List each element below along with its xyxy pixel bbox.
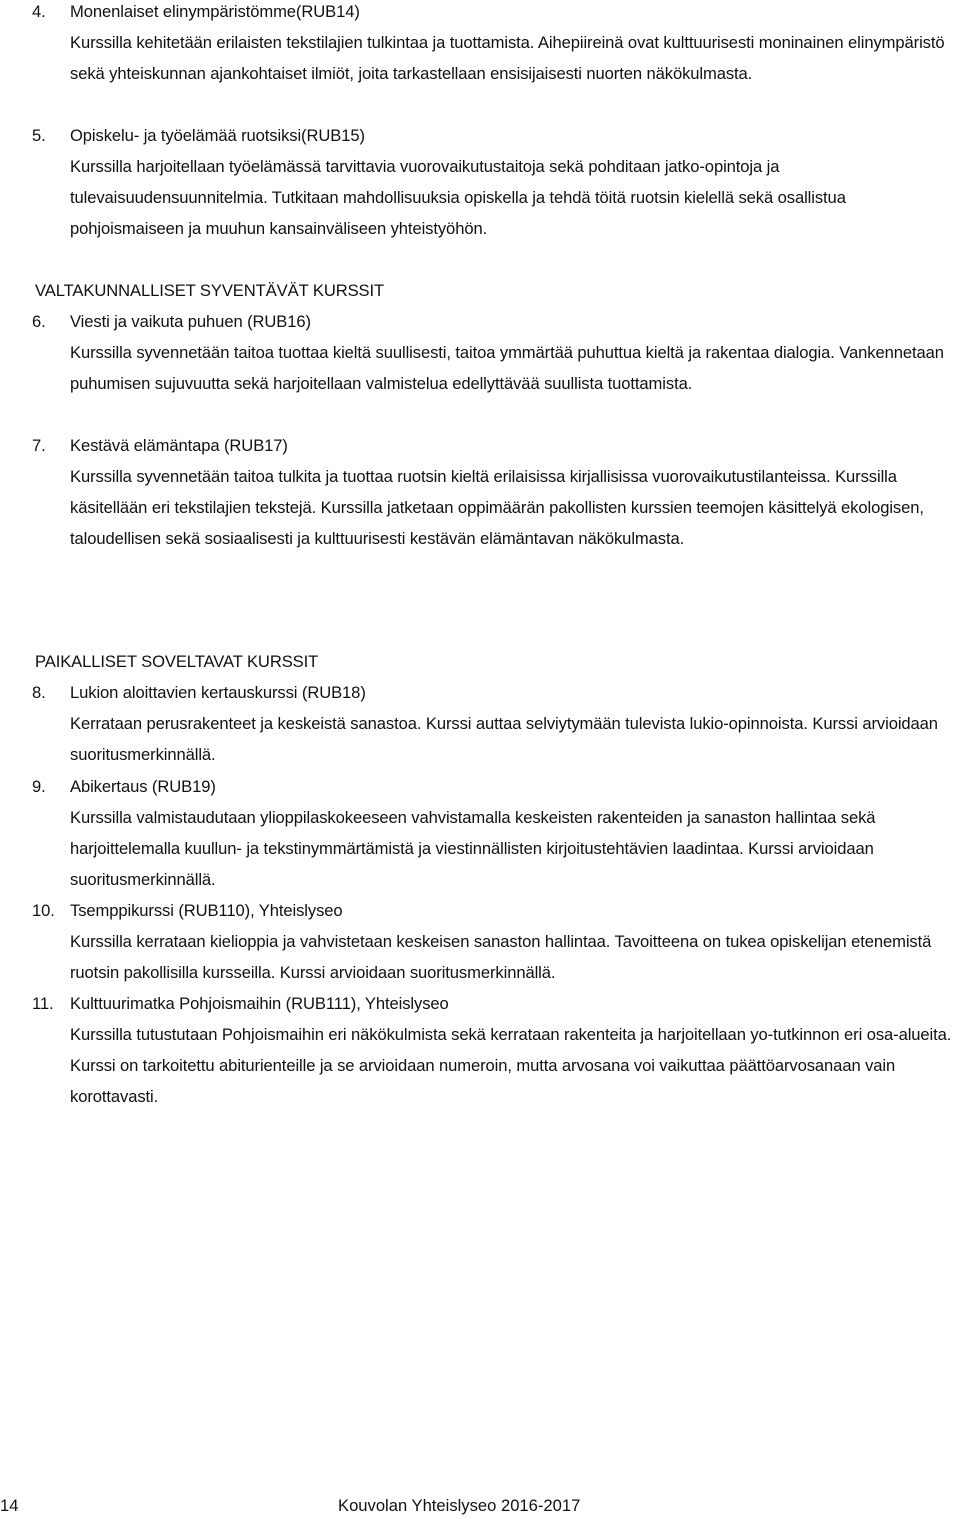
course-description: Kurssilla tutustutaan Pohjoismaihin eri näkökulmista sekä kerrataan rakenteita ja harjoitellaan yo-tutkinnon eri osa-alueita. Kurssi on tarkoitettu abiturienteille ja se arvioidaan numeroin, mutta arvosana voi vaikuttaa päättöarvosanaan vain korottavasti. [70,1025,952,1106]
course-description: Kurssilla syvennetään taitoa tulkita ja tuottaa ruotsin kieltä erilaisissa kirjallisissa vuorovaikutustilanteissa. Kurssilla käsitellään eri tekstilajien tekstejä. Kurssilla jatketaan oppimäärän pakollisten kurssien teemojen käsittelyä ekologisen, taloudellisen sekä sosiaalisesti ja kulttuurisesti kestävän elämäntavan näkökulmasta. [70,467,924,548]
course-description: Kurssilla kehitetään erilaisten tekstilajien tulkintaa ja tuottamista. Aihepiireinä ovat kulttuurisesti moninainen elinympäristö sekä yhteiskunnan ajankohtaiset ilmiöt, joita tarkastellaan ensisijaisesti nuorten näkökulmasta. [70,33,945,83]
course-item-10 [32,895,960,988]
course-description: Kurssilla valmistaudutaan ylioppilaskokeeseen vahvistamalla keskeisten rakenteiden ja sanaston hallintaa sekä harjoittelemalla kuullun- ja tekstinymmärtämistä ja viestinnällisten kirjoitustehtävien laadintaa. Kurssi arvioidaan suoritusmerkinnällä. [70,808,876,889]
course-item-8 [32,677,960,770]
course-number: 4. [32,2,46,21]
course-number: 10. [32,901,55,920]
course-title: Kulttuurimatka Pohjoismaihin (RUB111), Yhteislyseo [70,994,449,1013]
course-number: 7. [32,436,46,455]
course-title: Opiskelu- ja työelämää ruotsiksi(RUB15) [70,126,365,145]
course-item-6 [32,306,960,399]
course-description: Kerrataan perusrakenteet ja keskeistä sanastoa. Kurssi auttaa selviytymään tulevista lukio-opinnoista. Kurssi arvioidaan suoritusmerkinnällä. [70,714,938,764]
course-description: Kurssilla harjoitellaan työelämässä tarvittavia vuorovaikutustaitoja sekä pohditaan jatko-opintoja ja tulevaisuudensuunnitelmia. Tutkitaan mahdollisuuksia opiskella ja tehdä töitä ruotsin kielellä sekä osallistua pohjoismaiseen ja muuhun kansainväliseen yhteistyöhön. [70,157,846,238]
course-title: Lukion aloittavien kertauskurssi (RUB18) [70,683,366,702]
course-item-7 [32,430,960,554]
course-title: Viesti ja vaikuta puhuen (RUB16) [70,312,311,331]
course-number: 5. [32,126,46,145]
course-item-11 [32,988,960,1112]
section-heading-national: VALTAKUNNALLISET SYVENTÄVÄT KURSSIT [35,281,385,300]
course-item-5 [32,120,960,244]
course-number: 8. [32,683,46,702]
course-item-4 [32,0,960,89]
footer-page-number: 14 [0,1496,19,1515]
course-number: 6. [32,312,46,331]
course-number: 11. [32,994,54,1013]
section-heading-local: PAIKALLISET SOVELTAVAT KURSSIT [35,652,319,671]
footer-school-name: Kouvolan Yhteislyseo 2016-2017 [338,1496,581,1515]
course-number: 9. [32,777,46,796]
course-description: Kurssilla syvennetään taitoa tuottaa kieltä suullisesti, taitoa ymmärtää puhuttua kieltä ja rakentaa dialogia. Vankennetaan puhumisen sujuvuutta sekä harjoitellaan valmistelua edellyttävää suullista tuottamista. [70,343,944,393]
course-item-9 [32,771,960,895]
course-title: Monenlaiset elinympäristömme(RUB14) [70,2,360,21]
course-title: Kestävä elämäntapa (RUB17) [70,436,288,455]
course-description: Kurssilla kerrataan kielioppia ja vahvistetaan keskeisen sanaston hallintaa. Tavoitteena on tukea opiskelijan etenemistä ruotsin pakollisilla kursseilla. Kurssi arvioidaan suoritusmerkinnällä. [70,932,932,982]
course-title: Tsemppikurssi (RUB110), Yhteislyseo [70,901,343,920]
course-title: Abikertaus (RUB19) [70,777,216,796]
